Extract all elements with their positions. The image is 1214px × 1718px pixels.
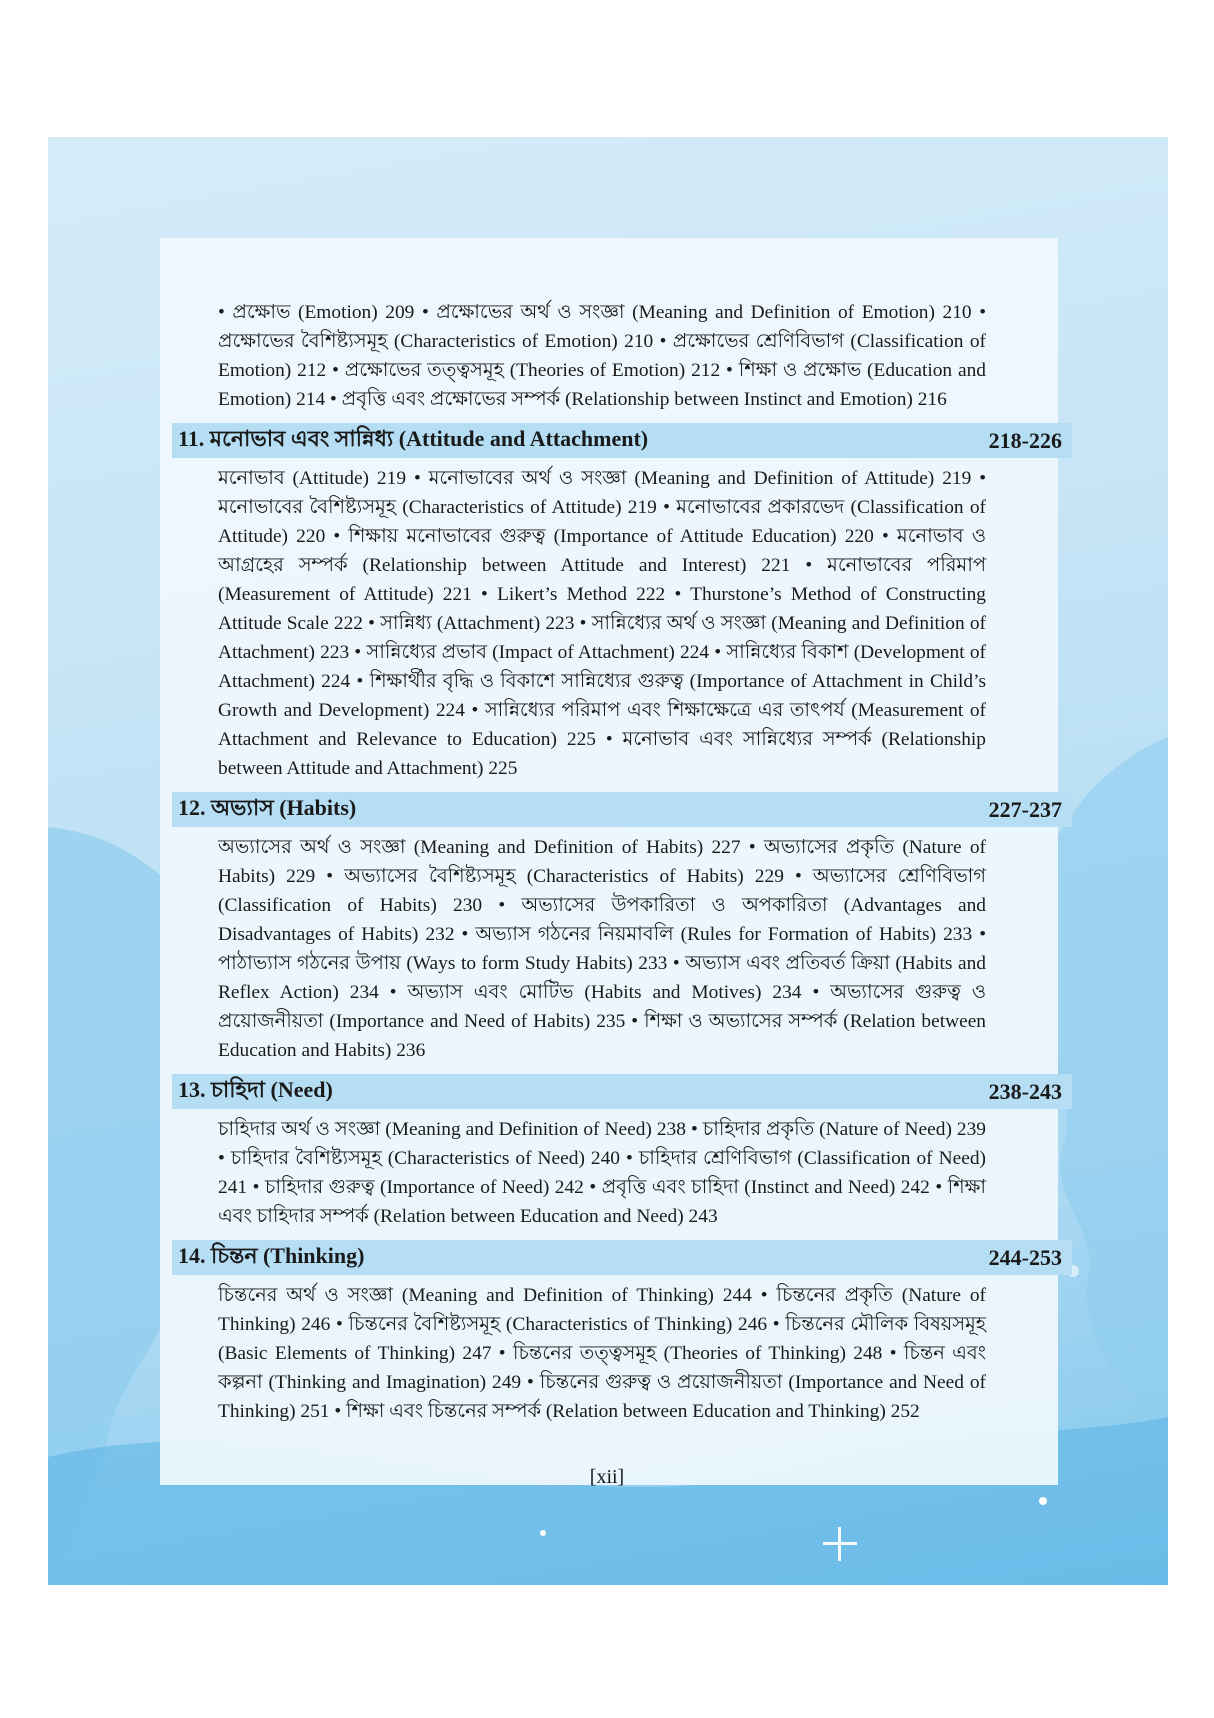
chapter-heading-14: [172, 1240, 1072, 1275]
chapter-title: 11. মনোভাব এবং সান্নিধ্য (Attitude and Attachment): [178, 426, 649, 451]
chapter-body-13: চাহিদার অর্থ ও সংজ্ঞা (Meaning and Definition of Need) 238 • চাহিদার প্রকৃতি (Nature of Need) 239 • চাহিদার বৈশিষ্ট্যসমূহ (Characteristics of Need) 240 • চাহিদার শ্রেণিবিভাগ (Classification of Need) 241 • চাহিদার গুরুত্ব (Importance of Need) 242 • প্রবৃত্তি এবং চাহিদা (Instinct and Need) 242 • শিক্ষা এবং চাহিদার সম্পর্ক (Relation between Education and Need) 243: [218, 1119, 986, 1227]
chapter-title: 12. অভ্যাস (Habits): [178, 795, 357, 820]
chapter-body-11: মনোভাব (Attitude) 219 • মনোভাবের অর্থ ও সংজ্ঞা (Meaning and Definition of Attitude) 219 • মনোভাবের বৈশিষ্ট্যসমূহ (Characteristics of Attitude) 219 • মনোভাবের প্রকারভেদ (Classification of Attitude) 220 • শিক্ষায় মনোভাবের গুরুত্ব (Importance of Attitude Education) 220 • মনোভাব ও আগ্রহের সম্পর্ক (Relationship between Attitude and Interest) 221 • মনোভাবের পরিমাপ (Measurement of Attitude) 221 • Likert’s Method 222 • Thurstone’s Method of Constructing Attitude Scale 222 • সান্নিধ্য (Attachment) 223 • সান্নিধ্যের অর্থ ও সংজ্ঞা (Meaning and Definition of Attachment) 223 • সান্নিধ্যের প্রভাব (Impact of Attachment) 224 • সান্নিধ্যের বিকাশ (Development of Attachment) 224 • শিক্ষার্থীর বৃদ্ধি ও বিকাশে সান্নিধ্যের গুরুত্ব (Importance of Attachment in Child’s Growth and Development) 224 • সান্নিধ্যের পরিমাপ এবং শিক্ষাক্ষেত্রে এর তাৎপর্য (Measurement of Attachment and Relevance to Education) 225 • মনোভাব এবং সান্নিধ্যের সম্পর্ক (Relationship between Attitude and Attachment) 225: [218, 468, 986, 779]
toc-panel: [160, 238, 1062, 1485]
star-dot-icon: [540, 1530, 546, 1536]
chapter-heading-13: [172, 1074, 1072, 1109]
chapter-pages: 218-226: [988, 427, 1062, 453]
chapter-pages: 244-253: [988, 1244, 1062, 1270]
chapter-pages: 238-243: [988, 1078, 1062, 1104]
chapter-heading-11: [172, 423, 1072, 458]
star-dot-icon: [1039, 1497, 1047, 1505]
chapter-title: 14. চিন্তন (Thinking): [178, 1243, 365, 1268]
chapter-title: 13. চাহিদা (Need): [178, 1077, 333, 1102]
chapter-heading-12: [172, 792, 1072, 827]
chapter-body-14: চিন্তনের অর্থ ও সংজ্ঞা (Meaning and Definition of Thinking) 244 • চিন্তনের প্রকৃতি (Nature of Thinking) 246 • চিন্তনের বৈশিষ্ট্যসমূহ (Characteristics of Thinking) 246 • চিন্তনের মৌলিক বিষয়সমূহ (Basic Elements of Thinking) 247 • চিন্তনের তত্ত্বসমূহ (Theories of Thinking) 248 • চিন্তন এবং কল্পনা (Thinking and Imagination) 249 • চিন্তনের গুরুত্ব ও প্রয়োজনীয়তা (Importance and Need of Thinking) 251 • শিক্ষা এবং চিন্তনের সম্পর্ক (Relation between Education and Thinking) 252: [218, 1285, 986, 1422]
section-body-emotion: • প্রক্ষোভ (Emotion) 209 • প্রক্ষোভের অর্থ ও সংজ্ঞা (Meaning and Definition of Emotion) 210 • প্রক্ষোভের বৈশিষ্ট্যসমূহ (Characteristics of Emotion) 210 • প্রক্ষোভের শ্রেণিবিভাগ (Classification of Emotion) 212 • প্রক্ষোভের তত্ত্বসমূহ (Theories of Emotion) 212 • শিক্ষা ও প্রক্ষোভ (Education and Emotion) 214 • প্রবৃত্তি এবং প্রক্ষোভের সম্পর্ক (Relationship between Instinct and Emotion) 216: [218, 302, 986, 410]
chapter-pages: 227-237: [988, 796, 1062, 822]
page-number: [xii]: [589, 1466, 625, 1488]
chapter-body-12: অভ্যাসের অর্থ ও সংজ্ঞা (Meaning and Definition of Habits) 227 • অভ্যাসের প্রকৃতি (Nature of Habits) 229 • অভ্যাসের বৈশিষ্ট্যসমূহ (Characteristics of Habits) 229 • অভ্যাসের শ্রেণিবিভাগ (Classification of Habits) 230 • অভ্যাসের উপকারিতা ও অপকারিতা (Advantages and Disadvantages of Habits) 232 • অভ্যাস গঠনের নিয়মাবলি (Rules for Formation of Habits) 233 • পাঠাভ্যাস গঠনের উপায় (Ways to form Study Habits) 233 • অভ্যাস এবং প্রতিবর্ত ক্রিয়া (Habits and Reflex Action) 234 • অভ্যাস এবং মোটিভ (Habits and Motives) 234 • অভ্যাসের গুরুত্ব ও প্রয়োজনীয়তা (Importance and Need of Habits) 235 • শিক্ষা ও অভ্যাসের সম্পর্ক (Relation between Education and Habits) 236: [218, 837, 986, 1061]
toc-content: [160, 298, 1062, 1426]
